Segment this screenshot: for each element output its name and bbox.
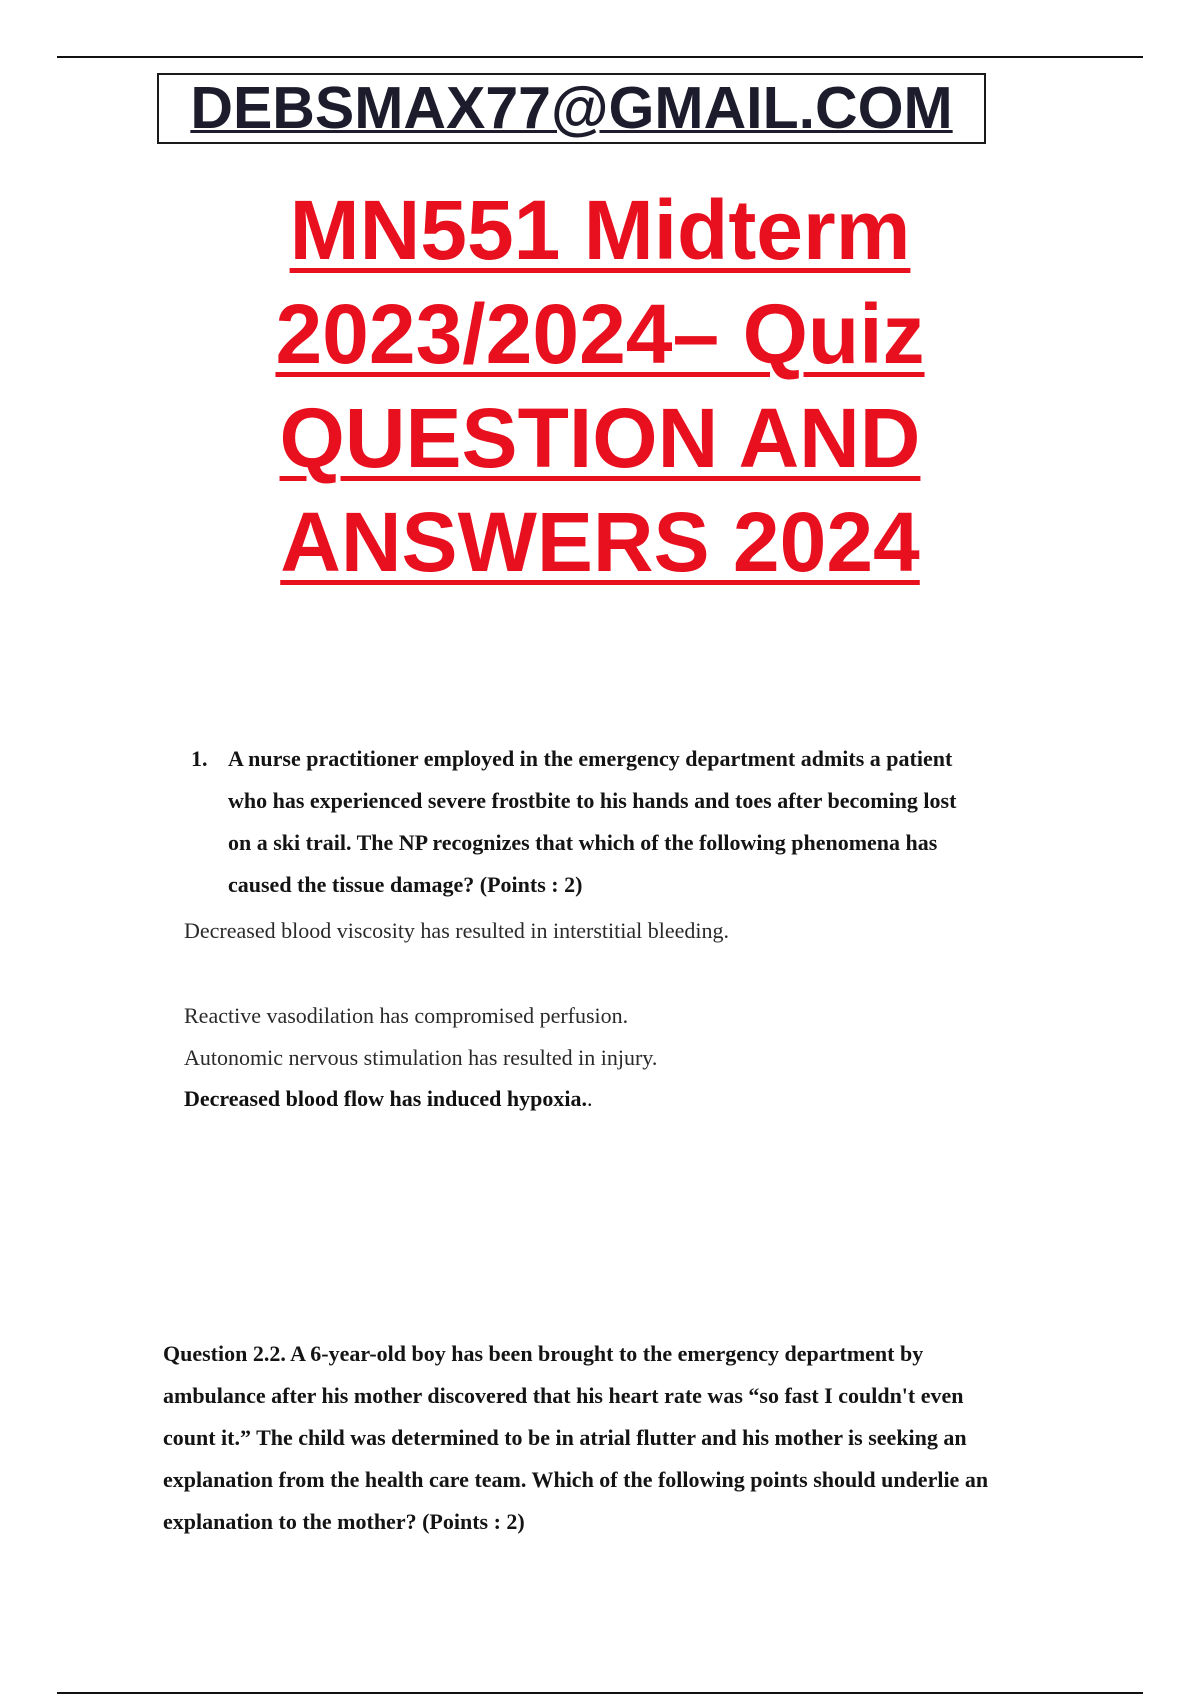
question-1: [191, 738, 981, 906]
correct-answer-option: [184, 1084, 592, 1114]
question-text: A nurse practitioner employed in the emergency department admits a patient who has experienced severe frostbite to his hands and toes after becoming lost on a ski trail. The NP recognizes that which of the following phenomena has caused the tissue damage? (Points : 2): [228, 746, 957, 897]
title-line: [100, 178, 1100, 282]
title-line-text: ANSWERS 2024: [280, 495, 920, 589]
email-address: DEBSMAX77@GMAIL.COM: [190, 75, 953, 141]
answer-option: Decreased blood viscosity has resulted in interstitial bleeding.: [184, 918, 729, 943]
answer-suffix: .: [586, 1086, 593, 1111]
title-line: [100, 386, 1100, 490]
question-number: 1.: [191, 746, 208, 771]
email-banner: [157, 73, 986, 144]
answer-option: Reactive vasodilation has compromised perfusion.: [184, 1003, 629, 1028]
question-2: Question 2.2. A 6-year-old boy has been brought to the emergency department by ambulance after his mother discovered that his heart rate was “so fast I couldn't even count it.” The child was determined to be in atrial flutter and his mother is seeking an explanation from the health care team. Which of the following points should underlie an explanation to the mother? (Points : 2): [163, 1341, 989, 1534]
title-line-text: QUESTION AND: [279, 391, 921, 485]
correct-answer-text: Decreased blood flow has induced hypoxia.: [184, 1086, 587, 1111]
answer-option: Autonomic nervous stimulation has resulted in injury.: [184, 1045, 658, 1070]
title-line-text: MN551 Midterm: [289, 183, 911, 277]
title-line-text: 2023/2024– Quiz: [275, 287, 925, 381]
title-line: [100, 282, 1100, 386]
top-rule: [57, 56, 1143, 58]
document-title: [100, 178, 1100, 594]
bottom-rule: [57, 1692, 1143, 1694]
title-line: [100, 490, 1100, 594]
